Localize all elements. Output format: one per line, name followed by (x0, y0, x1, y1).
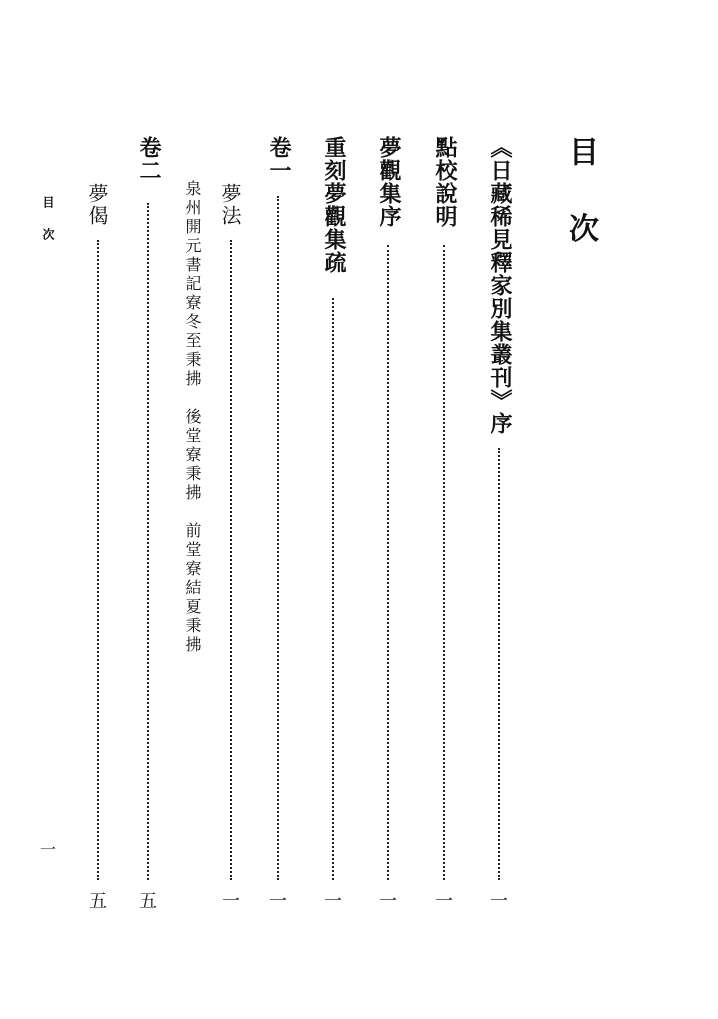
toc-page-number: 一 (222, 891, 240, 912)
toc-page-number: 五 (139, 891, 157, 912)
toc-page-number: 一 (435, 891, 453, 912)
toc-page-number: 一 (379, 891, 397, 912)
toc-entry-title: 夢觀集序 (376, 136, 401, 228)
toc-leader-dots (147, 203, 149, 880)
page-title: 目 次 (563, 136, 598, 261)
toc-leader-dots (230, 240, 232, 880)
toc-subentries: 泉州開元書記寮冬至秉拂 後堂寮秉拂 前堂寮結夏秉拂 (183, 180, 202, 655)
toc-page-number: 一 (490, 891, 508, 912)
toc-entry-title: 卷一 (266, 136, 291, 182)
toc-leader-dots (97, 240, 99, 880)
toc-leader-dots (387, 245, 389, 880)
toc-page-number: 一 (324, 891, 342, 912)
folio-number: 一 (40, 840, 57, 859)
toc-entry-title: 夢法 (218, 183, 242, 227)
toc-entry-title: 夢偈 (85, 183, 109, 227)
running-header: 目 次 (41, 196, 55, 249)
toc-page-number: 五 (89, 891, 107, 912)
toc-entry-title: 《日藏稀見釋家別集叢刊》序 (487, 136, 512, 435)
toc-leader-dots (332, 298, 334, 880)
toc-leader-dots (443, 245, 445, 880)
toc-entry-title: 重刻夢觀集疏 (321, 136, 346, 274)
toc-entry-title: 點校說明 (432, 136, 457, 228)
toc-entry-title: 卷二 (136, 136, 161, 182)
toc-leader-dots (498, 448, 500, 880)
toc-leader-dots (277, 196, 279, 880)
toc-page-number: 一 (269, 891, 287, 912)
